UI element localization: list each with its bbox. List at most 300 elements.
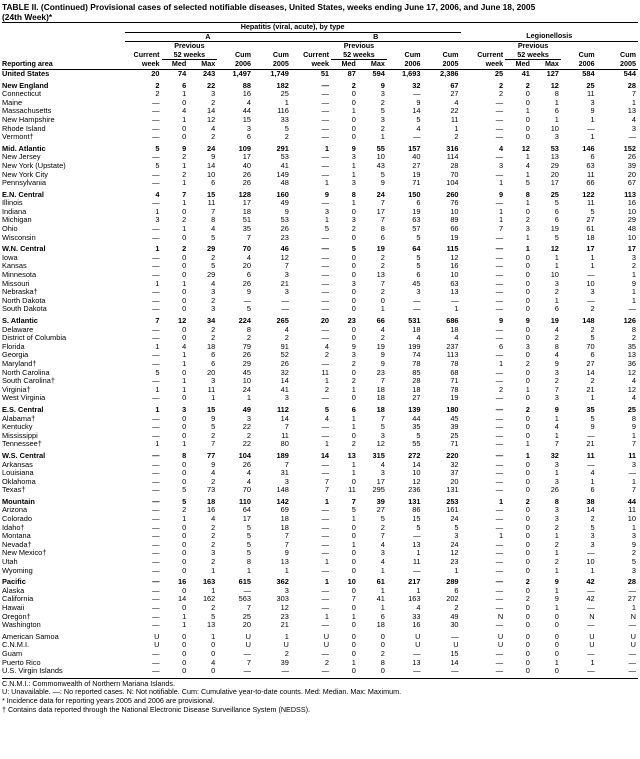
value-cell: 1 — [554, 253, 559, 262]
value-cell: 1 — [182, 621, 187, 630]
value-cell: — — [587, 604, 595, 612]
value-cell: 24 — [376, 190, 385, 199]
region-row — [2, 82, 638, 91]
value-cell: 0 — [351, 296, 356, 305]
value-cell: 8 — [182, 451, 187, 460]
value-cell: 9 — [554, 578, 559, 587]
table-row — [2, 225, 638, 234]
region-row — [2, 578, 638, 587]
current-label: Current — [303, 50, 330, 60]
value-cell: 18 — [207, 342, 216, 351]
value-cell: — — [321, 115, 330, 124]
value-cell: 1 — [380, 133, 385, 142]
value-cell: — — [152, 233, 160, 242]
value-cell: 272 — [408, 451, 421, 460]
value-cell: U — [497, 632, 504, 641]
reporting-area-cell: Ohio — [2, 225, 18, 234]
table-row — [2, 326, 638, 335]
cum-label: Cum — [404, 50, 421, 60]
reporting-area-cell: Wisconsin — [2, 233, 36, 242]
value-cell: 0 — [525, 414, 530, 423]
value-cell: — — [321, 549, 330, 558]
value-cell: 2 — [454, 604, 459, 612]
value-cell: 1 — [525, 440, 530, 449]
value-cell: 0 — [182, 271, 187, 280]
reporting-area-cell: Kansas — [2, 262, 27, 271]
value-cell: — — [495, 296, 504, 305]
value-cell: 10 — [347, 578, 356, 587]
value-cell: 3 — [631, 532, 636, 541]
value-cell: 0 — [525, 325, 530, 334]
value-cell: 2 — [525, 578, 530, 587]
value-cell: 13 — [280, 558, 289, 567]
value-cell: 14 — [412, 460, 421, 469]
table-row — [2, 386, 638, 395]
value-cell: 40 — [412, 153, 421, 162]
value-cell: 55 — [412, 440, 421, 449]
value-cell: — — [587, 621, 595, 630]
value-cell: 0 — [182, 98, 187, 107]
value-cell: 39 — [627, 161, 636, 170]
value-cell: 49 — [280, 199, 289, 208]
value-cell: 1 — [590, 115, 595, 124]
table-row — [2, 351, 638, 360]
reporting-area-cell: South Dakota — [2, 305, 47, 314]
value-cell: 2 — [284, 133, 289, 142]
value-cell: 34 — [207, 317, 216, 325]
value-cell: 4 — [454, 334, 459, 343]
value-cell: 160 — [276, 190, 289, 199]
value-cell: 7 — [211, 207, 216, 216]
value-cell: 15 — [412, 515, 421, 524]
value-cell: 9 — [499, 190, 504, 199]
value-cell: — — [152, 612, 160, 621]
value-cell: — — [628, 133, 636, 142]
value-cell: 2 — [211, 253, 216, 262]
value-cell: 253 — [446, 497, 459, 506]
value-cell: 11 — [207, 385, 216, 394]
value-cell: — — [628, 658, 636, 667]
value-cell: 1 — [155, 405, 160, 414]
table-row — [2, 107, 638, 116]
value-cell: 4 — [380, 460, 385, 469]
value-cell: 1 — [499, 497, 504, 506]
value-cell: 14 — [412, 107, 421, 116]
value-cell: 0 — [211, 667, 216, 676]
value-cell: 7 — [284, 532, 289, 541]
value-cell: 10 — [207, 170, 216, 179]
value-cell: 289 — [446, 578, 459, 587]
value-cell: 26 — [242, 279, 251, 288]
value-cell: 80 — [280, 440, 289, 449]
reporting-area-cell: Mountain — [2, 497, 35, 506]
value-cell: 0 — [525, 124, 530, 133]
value-cell: 3 — [554, 394, 559, 403]
value-cell: — — [152, 133, 160, 142]
value-cell: — — [152, 153, 160, 162]
value-cell: — — [495, 440, 504, 449]
value-cell: 6 — [590, 153, 595, 162]
value-cell: — — [495, 414, 504, 423]
value-cell: 25 — [550, 190, 559, 199]
value-cell: 3 — [246, 124, 251, 133]
value-cell: 64 — [242, 506, 251, 515]
reporting-area-cell: E.S. Central — [2, 405, 44, 414]
table-row — [2, 162, 638, 171]
value-cell: 11 — [207, 199, 216, 208]
value-cell: 3 — [211, 377, 216, 386]
value-cell: 131 — [446, 486, 459, 495]
value-cell: 61 — [586, 225, 595, 234]
value-cell: 11 — [628, 506, 636, 515]
value-cell: 1 — [182, 90, 187, 99]
value-cell: 2 — [590, 515, 595, 524]
value-cell: — — [587, 549, 595, 558]
table-row — [2, 99, 638, 108]
value-cell: 3 — [284, 477, 289, 486]
value-cell: 4 — [590, 469, 595, 478]
value-cell: 2 — [324, 658, 330, 667]
value-cell: 22 — [242, 440, 251, 449]
value-cell: 13 — [412, 658, 421, 667]
value-cell: 202 — [446, 595, 459, 604]
value-cell: — — [495, 586, 504, 595]
value-cell: 0 — [525, 460, 530, 469]
value-cell: 148 — [276, 486, 289, 495]
value-cell: 4 — [554, 325, 559, 334]
value-cell: — — [495, 394, 504, 403]
value-cell: 3 — [590, 532, 595, 541]
reporting-area-cell: Rhode Island — [2, 124, 46, 133]
value-cell: 1 — [211, 632, 216, 641]
value-cell: 8 — [246, 558, 251, 567]
value-cell: 1 — [454, 124, 459, 133]
value-cell: 1 — [324, 179, 330, 188]
value-cell: — — [495, 460, 504, 469]
value-cell: 4 — [416, 124, 421, 133]
value-cell: 33 — [280, 115, 289, 124]
value-cell: 28 — [412, 377, 421, 386]
value-cell: 1 — [380, 305, 385, 314]
value-cell: 7 — [380, 216, 385, 225]
value-cell: — — [243, 667, 251, 676]
footnote: U: Unavailable. —: No reported cases. N: Not notifiable. Cum: Cumulative year-to-date counts. Med: Median. Max: Maximum. — [2, 687, 402, 697]
value-cell: 2 — [554, 558, 559, 567]
value-cell: 3 — [380, 115, 385, 124]
value-cell: 9 — [554, 595, 559, 604]
value-cell: 315 — [372, 451, 385, 460]
value-cell: 1 — [351, 161, 356, 170]
value-cell: 4 — [499, 144, 504, 153]
value-cell: 41 — [280, 161, 289, 170]
reporting-area-cell: Texas† — [2, 486, 26, 495]
value-cell: 26 — [242, 460, 251, 469]
value-cell: 3 — [554, 515, 559, 524]
value-cell: 0 — [351, 641, 356, 650]
value-cell: 0 — [351, 558, 356, 567]
value-cell: 8 — [246, 325, 251, 334]
reporting-area-cell: Tennessee† — [2, 440, 42, 449]
value-cell: — — [321, 649, 330, 658]
value-cell: 10 — [550, 124, 559, 133]
reporting-area-cell: New York (Upstate) — [2, 161, 66, 170]
value-cell: 1 — [324, 612, 330, 621]
value-cell: 29 — [207, 245, 216, 254]
value-cell: 52 — [280, 351, 289, 360]
region-row — [2, 69, 638, 78]
value-cell: 11 — [321, 368, 330, 377]
value-cell: 4 — [246, 477, 251, 486]
value-cell: 22 — [207, 81, 216, 90]
value-cell: 25 — [242, 612, 251, 621]
value-cell: 0 — [525, 586, 530, 595]
value-cell: 3 — [554, 477, 559, 486]
year-2006-label: 2006 — [578, 59, 595, 69]
value-cell: 163 — [408, 595, 421, 604]
value-cell: 362 — [276, 578, 289, 587]
value-cell: 0 — [554, 632, 559, 641]
table-row — [2, 613, 638, 622]
value-cell: 28 — [627, 81, 636, 90]
week-label: week — [485, 59, 504, 69]
value-cell: 5 — [182, 497, 187, 506]
value-cell: 24 — [450, 515, 459, 524]
value-cell: 1 — [351, 107, 356, 116]
value-cell: 303 — [276, 595, 289, 604]
value-cell: 0 — [182, 667, 187, 676]
value-cell: 189 — [276, 451, 289, 460]
value-cell: 78 — [450, 385, 459, 394]
value-cell: — — [321, 604, 330, 612]
value-cell: 17 — [376, 207, 385, 216]
value-cell: — — [321, 107, 330, 116]
value-cell: 5 — [416, 233, 421, 242]
cum-label: Cum — [578, 50, 595, 60]
value-cell: — — [152, 296, 160, 305]
reporting-area-cell: C.N.M.I. — [2, 641, 30, 650]
value-cell: 0 — [351, 604, 356, 612]
group-a-header: A — [125, 32, 291, 42]
value-cell: 9 — [416, 98, 421, 107]
value-cell: 1 — [351, 460, 356, 469]
value-cell: 0 — [182, 253, 187, 262]
value-cell: 6 — [211, 351, 216, 360]
value-cell: 63 — [586, 161, 595, 170]
value-cell: 113 — [624, 190, 636, 199]
value-cell: — — [495, 604, 504, 612]
value-cell: 4 — [182, 107, 187, 116]
value-cell: 18 — [207, 497, 216, 506]
value-cell: 104 — [446, 179, 459, 188]
value-cell: 0 — [525, 334, 530, 343]
value-cell: 4 — [211, 515, 216, 524]
value-cell: 3 — [554, 279, 559, 288]
value-cell: 1 — [554, 296, 559, 305]
value-cell: — — [152, 271, 160, 280]
med-label: Med — [171, 59, 187, 69]
value-cell: 74 — [412, 351, 421, 360]
value-cell: — — [495, 621, 504, 630]
value-cell: 1 — [525, 199, 530, 208]
value-cell: 0 — [525, 641, 530, 650]
value-cell: 2 — [525, 497, 530, 506]
value-cell: 18 — [586, 233, 595, 242]
table-row — [2, 532, 638, 541]
value-cell: — — [321, 90, 330, 99]
value-cell: — — [152, 225, 160, 234]
value-cell: 2 — [499, 81, 504, 90]
table-row — [2, 415, 638, 424]
value-cell: 1 — [324, 216, 330, 225]
value-cell: — — [321, 98, 330, 107]
value-cell: 1 — [324, 440, 330, 449]
footnotes — [2, 678, 638, 714]
year-2005-label: 2005 — [272, 59, 289, 69]
value-cell: — — [152, 523, 160, 532]
value-cell: 85 — [412, 368, 421, 377]
value-cell: 8 — [554, 342, 559, 351]
table-row — [2, 216, 638, 225]
value-cell: — — [495, 658, 504, 667]
value-cell: — — [495, 133, 504, 142]
value-cell: 4 — [182, 342, 187, 351]
value-cell: — — [495, 540, 504, 549]
value-cell: 2 — [554, 288, 559, 297]
reporting-area-cell: Iowa — [2, 253, 18, 262]
value-cell: 24 — [207, 144, 216, 153]
value-cell: — — [152, 578, 160, 587]
reporting-area-cell: Guam — [2, 649, 23, 658]
value-cell: 2 — [499, 90, 504, 99]
value-cell: 0 — [525, 262, 530, 271]
value-cell: 4 — [454, 98, 459, 107]
value-cell: 1 — [554, 431, 559, 440]
value-cell: — — [152, 431, 160, 440]
value-cell: 26 — [627, 153, 636, 162]
value-cell: 6 — [554, 207, 559, 216]
current-label: Current — [133, 50, 160, 60]
footnote: C.N.M.I.: Commonwealth of Northern Mariana Islands. — [2, 678, 175, 688]
table-row — [2, 254, 638, 263]
value-cell: 2 — [284, 334, 289, 343]
value-cell: — — [152, 351, 160, 360]
table-row — [2, 469, 638, 478]
value-cell: — — [495, 423, 504, 432]
value-cell: 161 — [446, 506, 459, 515]
value-cell: 4 — [211, 225, 216, 234]
value-cell: 89 — [450, 216, 459, 225]
table-row — [2, 125, 638, 134]
value-cell: 0 — [525, 305, 530, 314]
table-row — [2, 271, 638, 280]
value-cell: 0 — [182, 532, 187, 541]
value-cell: 3 — [631, 253, 636, 262]
value-cell: 14 — [178, 595, 187, 604]
value-cell: 0 — [182, 431, 187, 440]
value-cell: 21 — [586, 385, 595, 394]
value-cell: 5 — [246, 532, 251, 541]
value-cell: 2 — [525, 81, 530, 90]
value-cell: — — [321, 325, 330, 334]
value-cell: 9 — [351, 342, 356, 351]
value-cell: 44 — [412, 414, 421, 423]
value-cell: 4 — [380, 558, 385, 567]
value-cell: 7 — [284, 262, 289, 271]
value-cell: 0 — [182, 296, 187, 305]
value-cell: 1 — [155, 342, 160, 351]
value-cell: 2 — [525, 359, 530, 368]
value-cell: 2 — [454, 133, 459, 142]
value-cell: — — [321, 170, 330, 179]
value-cell: 14 — [280, 377, 289, 386]
value-cell: 2 — [211, 558, 216, 567]
value-cell: — — [243, 586, 251, 595]
value-cell: 2 — [182, 245, 187, 254]
value-cell: — — [628, 469, 636, 478]
value-cell: — — [321, 233, 330, 242]
value-cell: 1 — [351, 423, 356, 432]
value-cell: 19 — [550, 317, 559, 325]
reporting-area-cell: Oregon† — [2, 612, 31, 621]
value-cell: 5 — [246, 523, 251, 532]
value-cell: 1 — [324, 558, 330, 567]
value-cell: 11 — [281, 431, 289, 440]
value-cell: 1 — [324, 377, 330, 386]
value-cell: 1 — [211, 586, 216, 595]
reporting-area-cell: Colorado — [2, 515, 32, 524]
value-cell: 2,386 — [440, 69, 459, 78]
value-cell: 35 — [412, 423, 421, 432]
value-cell: 7 — [211, 440, 216, 449]
table-row — [2, 432, 638, 441]
value-cell: 22 — [242, 423, 251, 432]
value-cell: U — [630, 641, 636, 650]
value-cell: 163 — [202, 578, 216, 587]
value-cell: 11 — [586, 90, 595, 99]
value-cell: 180 — [446, 405, 459, 414]
value-cell: 4 — [631, 115, 636, 124]
value-cell: 3 — [554, 368, 559, 377]
value-cell: 11 — [348, 486, 356, 495]
value-cell: 1 — [590, 253, 595, 262]
value-cell: — — [152, 566, 160, 575]
value-cell: — — [628, 667, 636, 676]
value-cell: — — [495, 262, 504, 271]
value-cell: 0 — [182, 586, 187, 595]
value-cell: 1 — [631, 477, 636, 486]
value-cell: 78 — [412, 359, 421, 368]
value-cell: 53 — [280, 153, 289, 162]
value-cell: 11 — [412, 558, 421, 567]
reporting-area-cell: Pennsylvania — [2, 179, 46, 188]
value-cell: 14 — [450, 658, 459, 667]
value-cell: — — [495, 170, 504, 179]
value-cell: 7 — [554, 440, 559, 449]
value-cell: 2 — [211, 540, 216, 549]
value-cell: 7 — [324, 477, 330, 486]
value-cell: 5 — [284, 124, 289, 133]
value-cell: 112 — [276, 405, 289, 414]
value-cell: 1 — [499, 532, 504, 541]
value-cell: 0 — [351, 207, 356, 216]
value-cell: — — [413, 532, 421, 541]
value-cell: 78 — [450, 359, 459, 368]
value-cell: 0 — [525, 506, 530, 515]
value-cell: 33 — [412, 612, 421, 621]
value-cell: 0 — [351, 305, 356, 314]
value-cell: 21 — [280, 279, 289, 288]
value-cell: 1 — [351, 414, 356, 423]
